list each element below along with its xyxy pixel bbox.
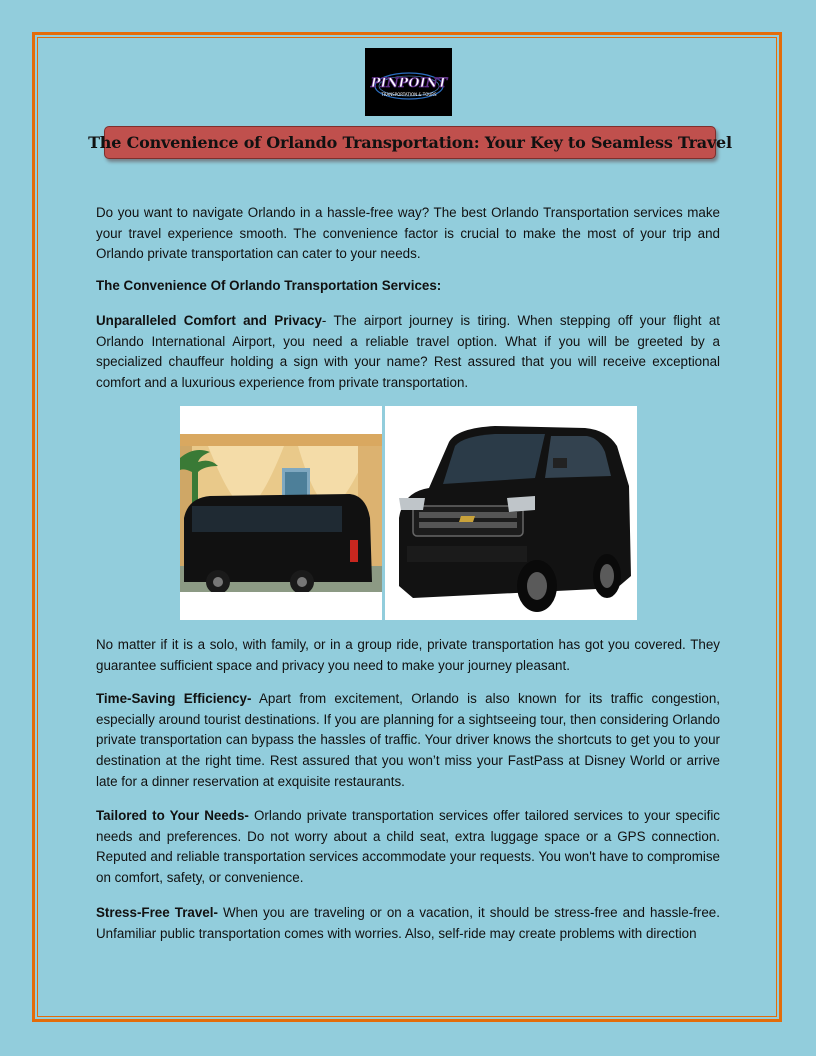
comfort-heading: Unparalleled Comfort and Privacy [96,313,322,328]
logo-tagline: TRANSPORTATION & TOURS [380,92,437,97]
pinpoint-logo-mark [369,52,449,112]
page-title: The Convenience of Orlando Transportation: Your Key to Seamless Travel [88,133,732,152]
group-ride-paragraph: No matter if it is a solo, with family, or in a group ride, private transportation has got you covered. They guarantee sufficient space and privacy you need to make your journey pleasant. [96,637,720,673]
tailored-heading: Tailored to Your Needs- [96,808,249,823]
logo-name: PINPOINT [370,76,447,91]
section-heading: The Convenience Of Orlando Transportation Services: [96,278,442,293]
title-banner [88,126,732,159]
stress-free-paragraph: Stress-Free Travel- When you are traveling or on a vacation, it should be stress-free and hassle-free. Unfamiliar public transportation comes with worries. Also, self-ride may create problems with direction [96,905,720,941]
tailored-paragraph: Tailored to Your Needs- Orlando private transportation services offer tailored services to your specific needs and preferences. Do not worry about a child seat, extra luggage space or a GPS connection. Reputed and reliable transportation services accommodate your requests. You won't have to compromise on comfort, safety, or convenience. [96,808,720,886]
comfort-paragraph: Unparalleled Comfort and Privacy- The airport journey is tiring. When stepping off your flight at Orlando International Airport, you need a reliable travel option. What if you will be greeted by a specialized chauffeur holding a sign with your name? Rest assured that you will receive exceptional comfort and a luxurious experience from private transportation. [96,313,720,391]
intro-paragraph: Do you want to navigate Orlando in a hassle-free way? The best Orlando Transportation services make your travel experience smooth. The convenience factor is crucial to make the most of your trip and Orlando private transportation can cater to your needs. [96,205,720,262]
suv-photo [385,406,637,620]
time-saving-paragraph: Time-Saving Efficiency- Apart from excitement, Orlando is also known for its traffic congestion, especially around tourist destinations. If you are planning for a sightseeing tour, then considering Orlando private transportation can bypass the hassles of traffic. Your driver knows the shortcuts to get you to your destination at the right time. Rest assured that you won’t miss your FastPass at Disney World or arrive late for a dinner reservation at exquisite restaurants. [96,691,720,789]
pinpoint-logo [365,48,452,116]
stress-free-heading: Stress-Free Travel- [96,905,218,920]
van-photo [180,406,382,620]
time-saving-heading: Time-Saving Efficiency- [96,691,252,706]
